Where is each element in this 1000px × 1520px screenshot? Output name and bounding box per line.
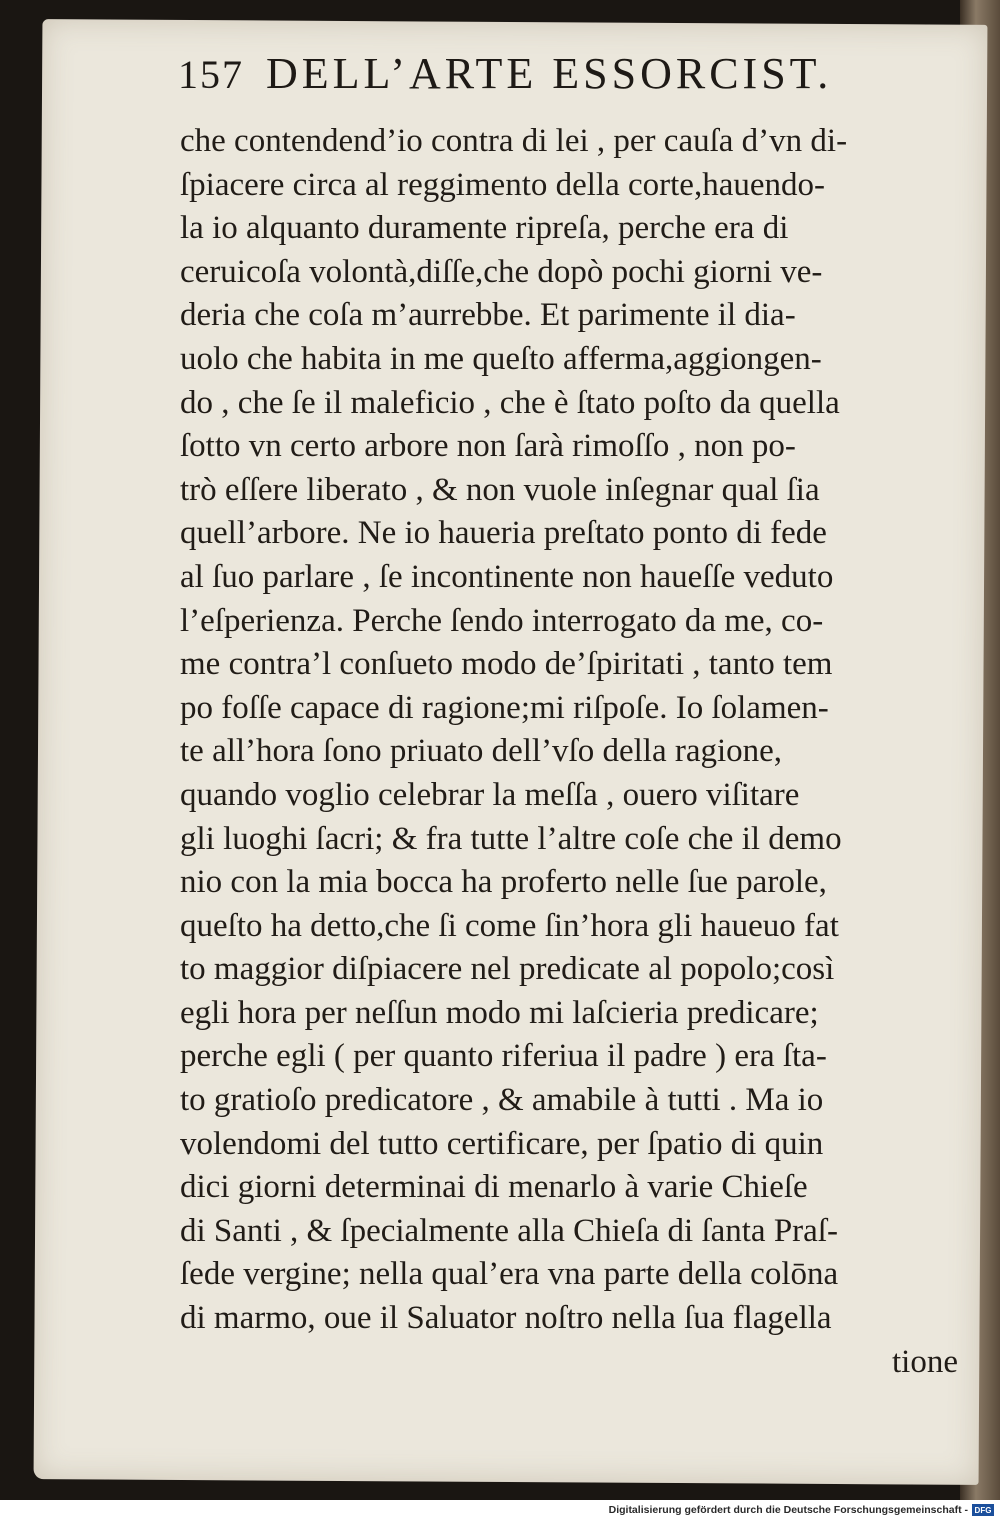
text-line: al ſuo parlare , ſe incontinente non haueſſe veduto [180, 558, 834, 595]
text-line: gli luoghi ſacri; & fra tutte l’altre coſe che il demo [180, 820, 842, 857]
text-line: me contra’l conſueto modo de’ſpiritati , tanto tem [180, 646, 833, 683]
text-line: la io alquanto duramente ripreſa, perche era di [180, 210, 789, 247]
text-line: queſto ha detto,che ſi come ſin’hora gli haueuo fat [180, 907, 839, 944]
body-text [180, 120, 970, 1384]
text-line: to gratioſo predicatore , & amabile à tutti . Ma io [180, 1082, 824, 1119]
text-line: l’eſperienza. Perche ſendo interrogato da me, co- [180, 602, 824, 639]
catchword: tione [892, 1343, 958, 1380]
text-line: deria che coſa m’aurrebbe. Et parimente il dia- [180, 297, 796, 334]
text-line: to maggior diſpiacere nel predicate al popolo;così [180, 951, 835, 988]
text-line: nio con la mia bocca ha proferto nelle ſue parole, [180, 864, 827, 901]
page-header [178, 48, 898, 98]
text-line: ceruicoſa volontà,diſſe,che dopò pochi giorni ve- [180, 253, 823, 290]
text-line: di Santi , & ſpecialmente alla Chieſa di ſanta Praſ- [180, 1212, 838, 1249]
text-line: perche egli ( per quanto riferiua il padre ) era ſta- [180, 1038, 827, 1075]
dfg-logo: DFG [972, 1504, 994, 1516]
text-line: uolo che habita in me queſto afferma,aggiongen- [180, 340, 822, 377]
footer-bar [0, 1500, 1000, 1520]
text-line: egli hora per neſſun modo mi laſcieria predicare; [180, 994, 819, 1031]
text-line: quell’arbore. Ne io haueria preſtato ponto di fede [180, 515, 827, 552]
text-line: quando voglio celebrar la meſſa , ouero viſitare [180, 776, 800, 813]
text-line: volendomi del tutto certificare, per ſpatio di quin [180, 1125, 824, 1162]
text-line: do , che ſe il maleficio , che è ſtato poſto da quella [180, 384, 840, 421]
page-number: 157 [178, 52, 244, 97]
text-line: di marmo, oue il Saluator noſtro nella ſua flagella [180, 1300, 832, 1337]
text-line: trò eſſere liberato , & non vuole inſegnar qual ſia [180, 471, 820, 508]
text-line: te all’hora ſono priuato dell’vſo della ragione, [180, 733, 783, 770]
text-line: po foſſe capace di ragione;mi riſpoſe. Io ſolamen- [180, 689, 829, 726]
text-line: dici giorni determinai di menarlo à varie Chieſe [180, 1169, 808, 1206]
running-title: DELL’ARTE ESSORCIST. [266, 49, 833, 98]
text-line: ſotto vn certo arbore non ſarà rimoſſo , non po- [180, 428, 796, 465]
funding-credit: Digitalisierung gefördert durch die Deutsche Forschungsgemeinschaft - [608, 1504, 968, 1516]
text-line: che contendend’io contra di lei , per cauſa d’vn di- [180, 123, 848, 159]
text-line: ſede vergine; nella qual’era vna parte della colōna [180, 1256, 839, 1293]
text-line: ſpiacere circa al reggimento della corte,hauendo- [180, 166, 825, 203]
